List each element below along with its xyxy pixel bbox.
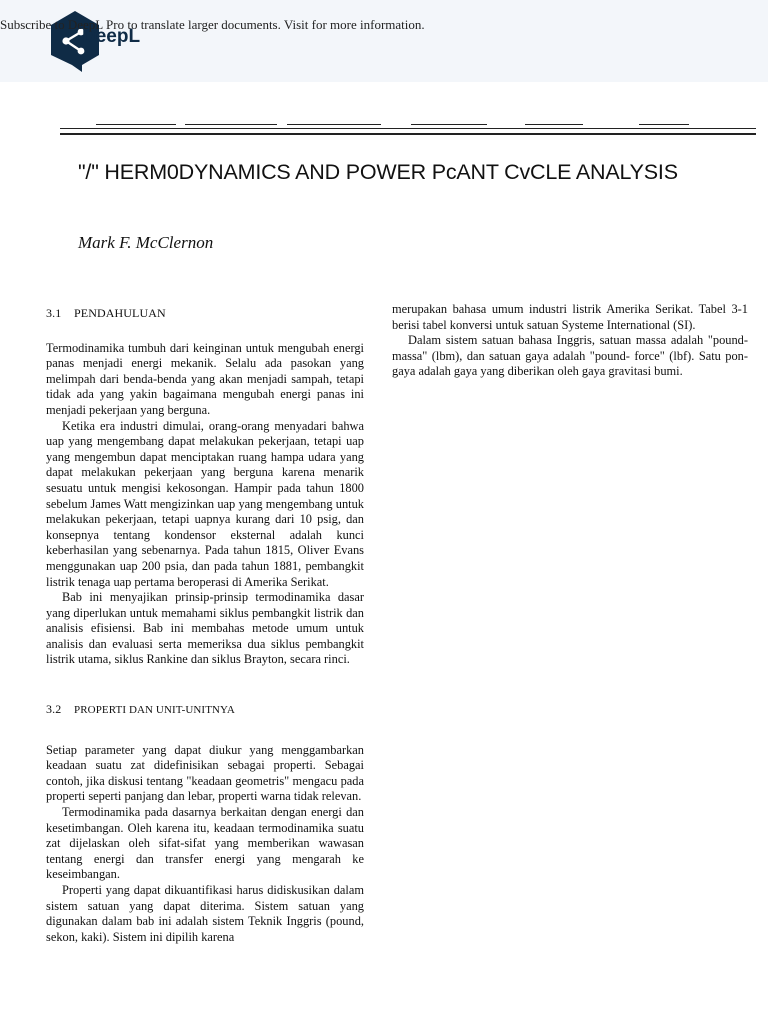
section-heading xyxy=(46,306,364,322)
header-dash xyxy=(639,124,689,125)
deepl-banner xyxy=(0,0,768,82)
section-title: PROPERTI DAN UNIT-UNITNYA xyxy=(74,704,235,717)
header-dash xyxy=(411,124,487,125)
left-column xyxy=(46,306,364,945)
header-rule xyxy=(60,133,756,135)
header-dash xyxy=(525,124,583,125)
section-title: PENDAHULUAN xyxy=(74,306,166,320)
header-rule xyxy=(60,128,756,129)
right-column xyxy=(392,302,748,380)
section-heading xyxy=(46,702,364,719)
paragraph: Bab ini menyajikan prinsip-prinsip termodinamika dasar yang diperlukan untuk memahami siklus pembangkit listrik dan analisis efisiensi. Bab ini membahas metode umum untuk analisis dan evaluasi serta memeriksa dua siklus pembangkit listrik utama, siklus Rankine dan siklus Brayton, secara rinci. xyxy=(46,590,364,667)
document-title: "/" HERM0DYNAMICS AND POWER PcANT CvCLE ANALYSIS xyxy=(78,160,678,184)
subscribe-notice: Subscribe to DeepL Pro to translate larger documents. Visit for more information. xyxy=(0,17,425,32)
header-dash xyxy=(287,124,381,125)
paragraph: merupakan bahasa umum industri listrik Amerika Serikat. Tabel 3-1 berisi tabel konversi untuk satuan Systeme International (SI). xyxy=(392,302,748,332)
deepl-logo-label: DeepL xyxy=(82,26,141,47)
paragraph: Ketika era industri dimulai, orang-orang menyadari bahwa uap yang mengembang dapat melakukan pekerjaan, tetapi uap yang mengembun dapat menciptakan ruang hampa udara yang dapat melakukan pekerjaan yang berguna karena menarik sesuatu untuk mengisi kekosongan. Hampir pada tahun 1800 sebelum James Watt mengizinkan uap yang mengembang untuk melakukan pekerjaan, tetapi uapnya kurang dari 10 psig, dan konsepnya tentang kondensor eksternal adalah kunci keberhasilan yang sebenarnya. Pada tahun 1815, Oliver Evans menggunakan uap 200 psia, dan pada tahun 1881, pembangkit listrik tenaga uap pertama beroperasi di Amerika Serikat. xyxy=(46,418,364,589)
header-dash xyxy=(185,124,277,125)
section-number: 3.1 xyxy=(46,306,62,320)
paragraph: Setiap parameter yang dapat diukur yang menggambarkan keadaan suatu zat didefinisikan sebagai properti. Sebagai contoh, jika diskusi tentang "keadaan geometris" mengacu pada properti seperti panjang dan lebar, properti warna tidak relevan. xyxy=(46,742,364,804)
section-number: 3.2 xyxy=(46,702,62,717)
header-dash xyxy=(96,124,176,125)
paragraph: Termodinamika pada dasarnya berkaitan dengan energi dan kesetimbangan. Oleh karena itu, keadaan termodinamika suatu zat dijelaskan oleh sifat-sifat yang memberikan wawasan tentang energi dan transfer energi yang mengarah ke keseimbangan. xyxy=(46,805,364,882)
document-author: Mark F. McClernon xyxy=(78,233,214,252)
paragraph: Properti yang dapat dikuantifikasi harus didiskusikan dalam sistem satuan yang dapat diterima. Sistem satuan yang digunakan dalam bab ini adalah sistem Teknik Inggris (pound, sekon, kaki). Sistem ini dipilih karena xyxy=(46,883,364,944)
paragraph: Termodinamika tumbuh dari keinginan untuk mengubah energi panas menjadi energi mekanik. Selalu ada pasokan yang melimpah dari benda-benda yang akan menjadi sampah, tetapi tidak ada yang yakin bagaimana mengubah energi panas ini menjadi pekerjaan yang berguna. xyxy=(46,340,364,417)
paragraph: Dalam sistem satuan bahasa Inggris, satuan massa adalah "pound-massa" (lbm), dan satuan gaya adalah "pound- force" (lbf). Satu pon-gaya adalah gaya yang diberikan oleh gaya gravitasi bumi. xyxy=(392,333,748,379)
